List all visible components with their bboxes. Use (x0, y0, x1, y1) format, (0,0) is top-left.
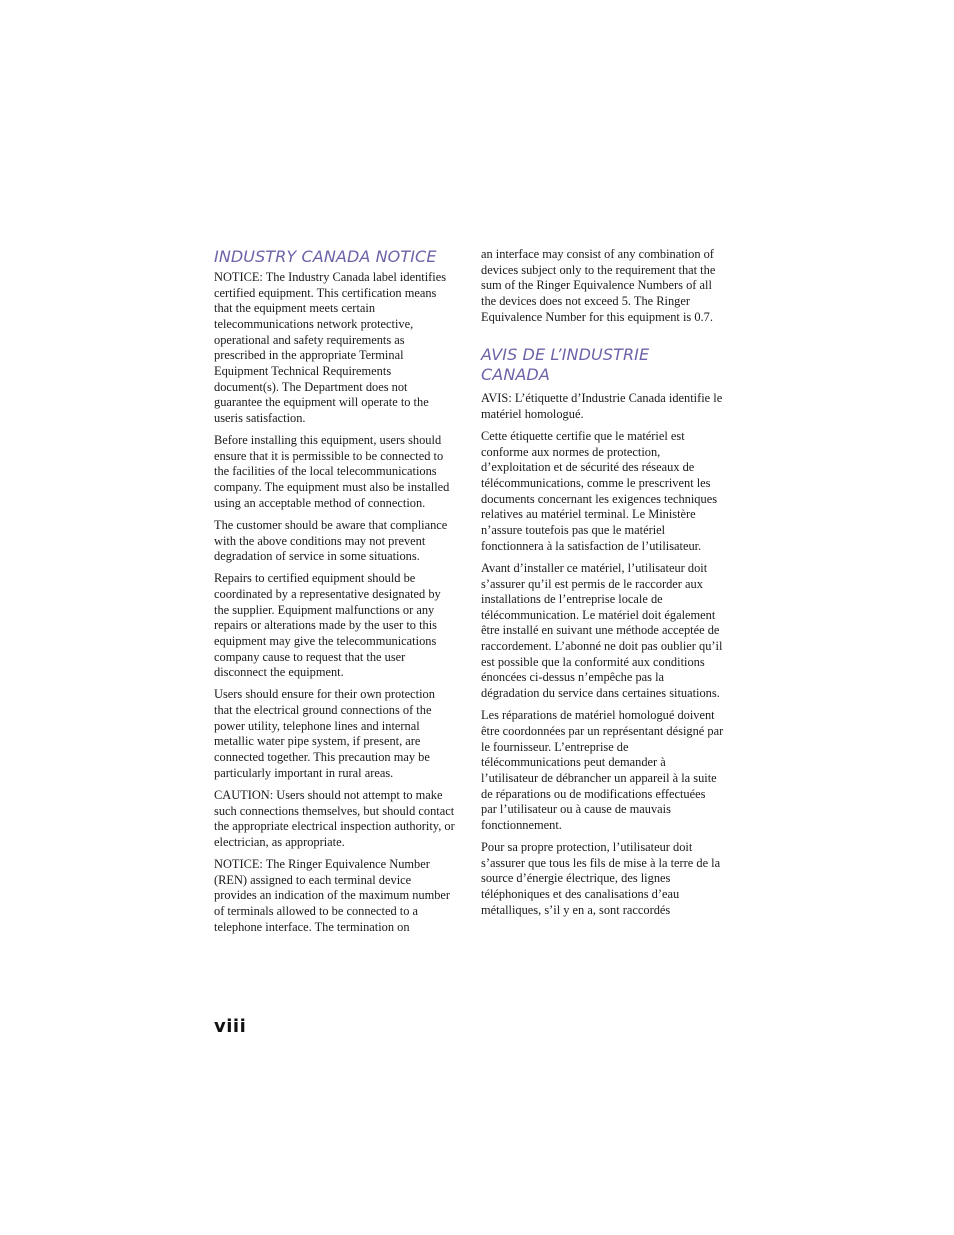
paragraph: Before installing this equipment, users should ensure that it is permissible to be connected to the facilities of the local telecommunications company. The equipment must also be installed using an acceptable method of connection. (214, 433, 450, 510)
paragraph: NOTICE: The Ringer Equivalence Number (REN) assigned to each terminal device provides an indication of the maximum number of terminals allowed to be connected to a telephone interface. The termination on (214, 856, 451, 934)
heading-line: AVIS DE L’INDUSTRIE (481, 345, 650, 365)
avis-industrie-canada-heading (481, 345, 724, 385)
paragraph: Repairs to certified equipment should be coordinated by a representative designated by the supplier. Equipment malfunctions or any repairs or alterations made by the user to this equipment may give the telecommunications company cause to request that the user disconnect the equipment. (214, 571, 441, 680)
right-column (481, 247, 724, 925)
paragraph: AVIS: L’étiquette d’Industrie Canada identifie le matériel homologué. (481, 391, 723, 421)
paragraph: Avant d’installer ce matériel, l’utilisateur doit s’assurer qu’il est permis de le raccorder aux installations de l’entreprise locale de télécommunication. Le matériel doit également être installé en suivant une méthode acceptée de raccordement. L’abonné ne doit pas oublier qu’il est possible que la conformité aux conditions énoncées ci-dessus n’empêche pas la dégradation du service dans certaines situations. (481, 560, 723, 701)
paragraph: Users should ensure for their own protection that the electrical ground connections of the power utility, telephone lines and internal metallic water pipe system, if present, are connected together. This precaution may be particularly important in rural areas. (214, 687, 435, 780)
paragraph: Les réparations de matériel homologué doivent être coordonnées par un représentant désigné par le fournisseur. L’entreprise de télécommunications peut demander à l’utilisateur de débrancher un appareil à la suite de réparations ou de modifications effectuées par l’utilisateur ou à cause de mauvais fonctionnement. (481, 708, 724, 832)
paragraph: NOTICE: The Industry Canada label identifies certified equipment. This certification means that the equipment meets certain telecommunications network protective, operational and safety requirements as prescribed in the appropriate Terminal Equipment Technical Requirements document(s). The Department does not guarantee the equipment will operate to the useris satisfaction. (214, 270, 447, 425)
paragraph: Pour sa propre protection, l’utilisateur doit s’assurer que tous les fils de mise à la terre de la source d’énergie électrique, des lignes téléphoniques et des canalisations d’eau métalliques, s’il y en a, sont raccordés (481, 840, 721, 917)
industry-canada-notice-heading: INDUSTRY CANADA NOTICE (214, 247, 437, 266)
continuation-paragraph: an interface may consist of any combination of devices subject only to the requirement that the sum of the Ringer Equivalence Numbers of all the devices does not exceed 5. The Ringer Equivalence Number for this equipment is 0.7. (481, 247, 716, 324)
paragraph: CAUTION: Users should not attempt to make such connections themselves, but should contact the appropriate electrical inspection authority, or electrician, as appropriate. (214, 787, 455, 849)
left-column (214, 247, 456, 942)
heading-line: CANADA (481, 365, 550, 385)
page-number: viii (214, 1016, 247, 1037)
paragraph: Cette étiquette certifie que le matériel est conforme aux normes de protection, d’exploitation et de sécurité des réseaux de télécommunications, comme le prescrivent les documents concernant les exigences techniques relatives au matériel terminal. Le Ministère n’assure toutefois pas que le matériel fonctionnera à la satisfaction de l’utilisateur. (481, 429, 718, 553)
paragraph: The customer should be aware that compliance with the above conditions may not prevent degradation of service in some situations. (214, 517, 448, 564)
